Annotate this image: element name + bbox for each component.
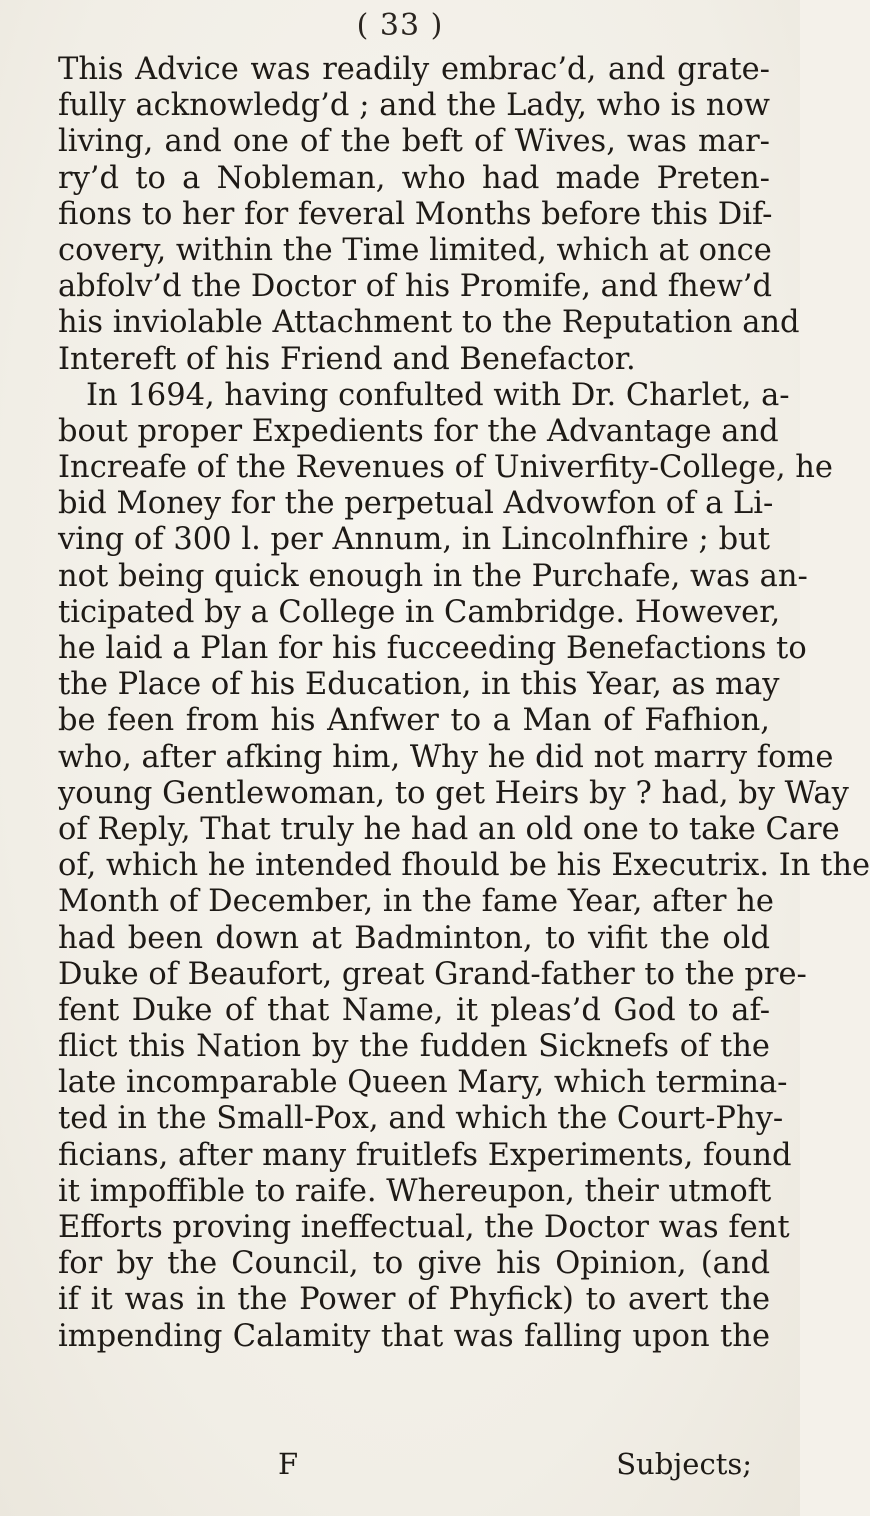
text-line: he laid a Plan for his fucceeding Benefactions to	[58, 631, 807, 666]
text-line: ted in the Small-Pox, and which the Court-Phy-	[58, 1101, 784, 1137]
text-line: for by the Council, to give his Opinion, (and	[58, 1246, 770, 1282]
text-line: This Advice was readily embrac’d, and grate-	[58, 52, 770, 87]
text-line: had been down at Badminton, to vifit the old	[58, 920, 770, 956]
text-line: if it was in the Power of Phyfick) to avert the	[58, 1282, 770, 1318]
text-line: Increafe of the Revenues of Univerfity-College, he	[58, 450, 833, 486]
text-line: ticipated by a College in Cambridge. However,	[58, 594, 781, 630]
text-line: of Reply, That truly he had an old one to take Care	[58, 811, 840, 847]
text-line: of, which he intended fhould be his Executrix. In the	[58, 848, 870, 884]
catchword: Subjects;	[616, 1447, 752, 1481]
text-line: In 1694, having confulted with Dr. Charlet, a-	[86, 377, 790, 413]
text-line: living, and one of the beft of Wives, was mar-	[58, 124, 770, 160]
text-line: ry’d to a Nobleman, who had made Preten-	[58, 160, 770, 196]
text-line: who, after afking him, Why he did not marry fome	[58, 739, 834, 775]
body-text	[58, 52, 870, 1355]
text-line: ving of 300 l. per Annum, in Lincolnfhire ; but	[58, 522, 770, 558]
signature-mark: F	[278, 1447, 299, 1481]
text-line: young Gentlewoman, to get Heirs by ? had, by Way	[58, 775, 849, 811]
text-line: bid Money for the perpetual Advowfon of a Li-	[58, 486, 774, 522]
text-line: it impoffible to raife. Whereupon, their utmoft	[58, 1173, 772, 1209]
text-line: his inviolable Attachment to the Reputation and	[58, 305, 800, 341]
text-line: late incomparable Queen Mary, which termina-	[58, 1065, 788, 1101]
text-line: be feen from his Anfwer to a Man of Fafhion,	[58, 703, 770, 739]
text-line: fions to her for feveral Months before this Dif-	[58, 196, 773, 232]
text-line: the Place of his Education, in this Year, as may	[58, 667, 780, 703]
page-footer	[58, 1446, 770, 1482]
text-line: fent Duke of that Name, it pleas’d God to af-	[58, 992, 770, 1028]
text-line: not being quick enough in the Purchafe, was an-	[58, 558, 808, 594]
text-line: flict this Nation by the fudden Sicknefs of the	[58, 1029, 770, 1065]
text-line: ficians, after many fruitlefs Experiments, found	[58, 1137, 792, 1173]
text-line: bout proper Expedients for the Advantage and	[58, 413, 779, 449]
text-line: abfolv’d the Doctor of his Promife, and fhew’d	[58, 269, 773, 305]
text-line: Month of December, in the fame Year, after he	[58, 884, 774, 920]
text-line: covery, within the Time limited, which at once	[58, 232, 772, 268]
page-number: ( 33 )	[356, 8, 444, 43]
text-line: Intereft of his Friend and Benefactor.	[58, 341, 636, 377]
text-line: impending Calamity that was falling upon the	[58, 1318, 770, 1354]
text-line: Efforts proving ineffectual, the Doctor was fent	[58, 1210, 790, 1245]
text-line: fully acknowledg’d ; and the Lady, who is now	[58, 88, 770, 124]
text-line: Duke of Beaufort, great Grand-father to the pre-	[58, 956, 807, 992]
